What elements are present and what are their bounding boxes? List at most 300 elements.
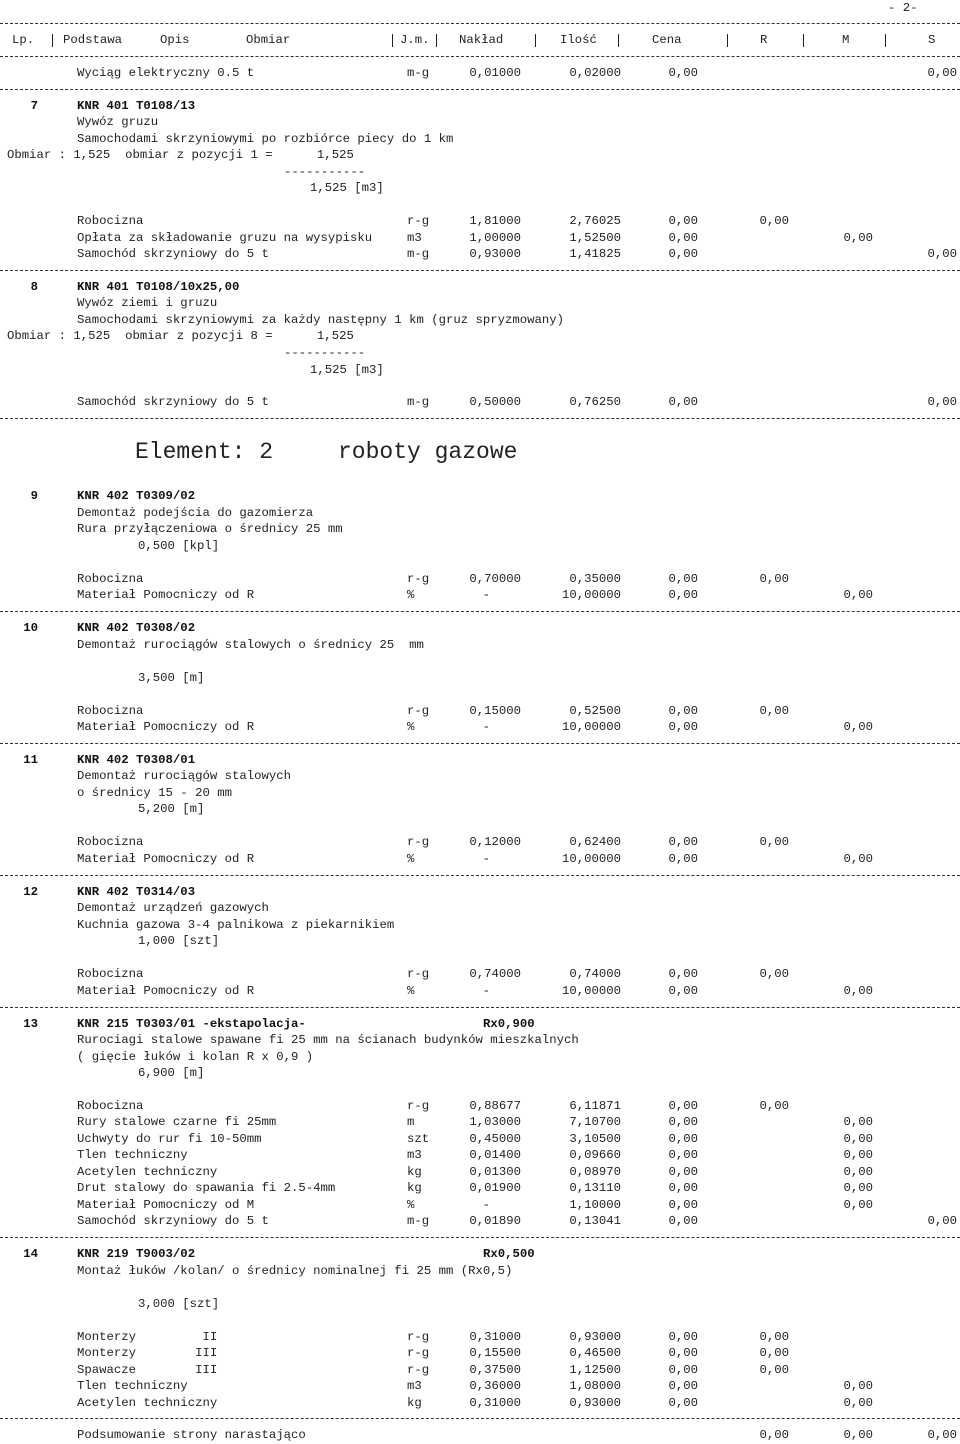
item-description (0, 505, 960, 522)
resource-unit: r-g (407, 1346, 430, 1360)
resource-norm: 1,81000 (469, 214, 521, 228)
resource-quantity: 0,52500 (569, 704, 621, 718)
resource-name: Samochód skrzyniowy do 5 t (77, 247, 269, 261)
resource-r-value: 0,00 (759, 1330, 789, 1344)
quantity-calculation (0, 147, 960, 164)
resource-row (0, 966, 960, 983)
description-text: Demontaż rurociągów stalowych (77, 769, 292, 783)
resource-quantity: 0,62400 (569, 835, 621, 849)
resource-name: Spawacze III (77, 1363, 218, 1377)
resource-unit: m-g (407, 395, 430, 409)
resource-m-value: 0,00 (843, 1165, 873, 1179)
item-code: KNR 219 T9003/02 (77, 1247, 196, 1261)
resource-norm: - (482, 984, 490, 998)
resource-r-value: 0,00 (759, 572, 789, 586)
description-text: Demontaż podejścia do gazomierza (77, 506, 314, 520)
resource-name: Materiał Pomocniczy od M (77, 1198, 255, 1212)
resource-quantity: 1,08000 (569, 1379, 621, 1393)
resource-name: Monterzy II (77, 1330, 218, 1344)
resource-m-value: 0,00 (843, 1115, 873, 1129)
item-total-value: 1,525 [m3] (310, 181, 384, 195)
resource-price: 0,00 (668, 720, 698, 734)
resource-r-value: 0,00 (759, 1363, 789, 1377)
resource-price: 0,00 (668, 1346, 698, 1360)
resource-quantity: 2,76025 (569, 214, 621, 228)
description-text: 1,000 [szt] (138, 934, 220, 948)
resource-name: Robocizna (77, 704, 144, 718)
resource-price: 0,00 (668, 1396, 698, 1410)
resource-unit: r-g (407, 1330, 430, 1344)
resource-unit: r-g (407, 572, 430, 586)
resource-row (0, 1114, 960, 1131)
resource-row (0, 1147, 960, 1164)
description-text: Demontaż rurociągów stalowych o średnicy 25 mm (77, 638, 424, 652)
resource-name: Materiał Pomocniczy od R (77, 588, 255, 602)
description-text: 3,000 [szt] (138, 1297, 220, 1311)
resource-name: Samochód skrzyniowy do 5 t (77, 395, 269, 409)
resource-row (0, 834, 960, 851)
table-header (0, 32, 960, 49)
resource-price: 0,00 (668, 395, 698, 409)
item-code: KNR 401 T0108/10x25,00 (77, 280, 240, 294)
description-text: Demontaż urządzeń gazowych (77, 901, 269, 915)
item-header (0, 98, 960, 115)
header-top-rule (0, 23, 960, 24)
item-description (0, 670, 960, 687)
item-description (0, 768, 960, 785)
item-description (0, 933, 960, 950)
resource-price: 0,00 (668, 1379, 698, 1393)
item-header (0, 1016, 960, 1033)
resource-row (0, 1362, 960, 1379)
resource-norm: 0,88677 (469, 1099, 521, 1113)
resource-price: 0,00 (668, 967, 698, 981)
resource-unit: r-g (407, 704, 430, 718)
item-code: KNR 402 T0308/01 (77, 753, 196, 767)
resource-name: Acetylen techniczny (77, 1165, 218, 1179)
resource-row (0, 1329, 960, 1346)
description-text: 3,500 [m] (138, 671, 205, 685)
resource-price: 0,00 (668, 231, 698, 245)
resource-m-value: 0,00 (843, 720, 873, 734)
resource-row (0, 1197, 960, 1214)
resource-row (0, 703, 960, 720)
resource-quantity: 1,10000 (569, 1198, 621, 1212)
description-text: o średnicy 15 - 20 mm (77, 786, 232, 800)
header-column-divider (727, 34, 728, 47)
quantity-calculation (0, 328, 960, 345)
resource-name: Robocizna (77, 835, 144, 849)
resource-unit: szt (407, 1132, 430, 1146)
resource-r-value: 0,00 (759, 704, 789, 718)
resource-unit: % (407, 588, 415, 602)
resource-m-value: 0,00 (843, 1132, 873, 1146)
resource-price: 0,00 (668, 588, 698, 602)
resource-row (0, 851, 960, 868)
resource-name: Materiał Pomocniczy od R (77, 984, 255, 998)
calculation-text: Obmiar : 1,525 obmiar z pozycji 8 = 1,525 (7, 329, 354, 343)
page-summary-row (0, 1427, 960, 1444)
resource-s-value: 0,00 (927, 1214, 957, 1228)
element-label: Element: 2 (135, 439, 274, 465)
description-text: 0,500 [kpl] (138, 539, 220, 553)
resource-norm: - (482, 852, 490, 866)
item-number: 8 (30, 280, 38, 294)
item-header (0, 620, 960, 637)
separator-rule (0, 418, 960, 419)
resource-row (0, 213, 960, 230)
resource-unit: kg (407, 1181, 422, 1195)
resource-price: 0,00 (668, 572, 698, 586)
resource-m-value: 0,00 (843, 1181, 873, 1195)
header-col-nakad: Nakład (459, 33, 504, 47)
resource-name: Materiał Pomocniczy od R (77, 720, 255, 734)
resource-norm: 0,31000 (469, 1396, 521, 1410)
resource-row (0, 1164, 960, 1181)
resource-quantity: 0,93000 (569, 1396, 621, 1410)
resource-m-value: 0,00 (843, 1148, 873, 1162)
resource-quantity: 10,00000 (561, 984, 621, 998)
calculation-underline (0, 345, 960, 362)
resource-unit: kg (407, 1165, 422, 1179)
resource-unit: m3 (407, 1148, 422, 1162)
resource-r-value: 0,00 (759, 835, 789, 849)
resource-quantity: 10,00000 (561, 720, 621, 734)
header-column-divider (436, 34, 437, 47)
resource-unit: r-g (407, 1363, 430, 1377)
resource-norm: 0,01890 (469, 1214, 521, 1228)
resource-price: 0,00 (668, 1181, 698, 1195)
resource-m-value: 0,00 (843, 852, 873, 866)
resource-unit: % (407, 720, 415, 734)
separator-rule (0, 875, 960, 876)
item-header (0, 488, 960, 505)
separator-rule (0, 89, 960, 90)
item-description (0, 1065, 960, 1082)
header-col-opis: Opis (160, 33, 190, 47)
resource-price: 0,00 (668, 984, 698, 998)
resource-name: Wyciąg elektryczny 0.5 t (77, 66, 255, 80)
item-code: KNR 402 T0308/02 (77, 621, 196, 635)
item-header (0, 752, 960, 769)
resource-unit: m-g (407, 66, 430, 80)
header-col-obmiar: Obmiar (246, 33, 291, 47)
resource-m-value: 0,00 (843, 231, 873, 245)
summary-r-value: 0,00 (759, 1428, 789, 1442)
resource-quantity: 0,74000 (569, 967, 621, 981)
resource-m-value: 0,00 (843, 1396, 873, 1410)
resource-row (0, 1378, 960, 1395)
separator-rule (0, 743, 960, 744)
resource-row (0, 571, 960, 588)
item-number: 13 (23, 1017, 38, 1031)
description-text: 5,200 [m] (138, 802, 205, 816)
description-text: Kuchnia gazowa 3-4 palnikowa z piekarnikiem (77, 918, 395, 932)
resource-norm: 1,03000 (469, 1115, 521, 1129)
resource-quantity: 0,46500 (569, 1346, 621, 1360)
resource-row (0, 230, 960, 247)
resource-norm: 0,45000 (469, 1132, 521, 1146)
resource-unit: m3 (407, 1379, 422, 1393)
item-description (0, 538, 960, 555)
resource-price: 0,00 (668, 1115, 698, 1129)
resource-s-value: 0,00 (927, 66, 957, 80)
resource-name: Acetylen techniczny (77, 1396, 218, 1410)
resource-norm: 0,01900 (469, 1181, 521, 1195)
item-description (0, 131, 960, 148)
resource-unit: r-g (407, 967, 430, 981)
item-description (0, 521, 960, 538)
resource-unit: m-g (407, 247, 430, 261)
header-column-divider (52, 34, 53, 47)
resource-row (0, 587, 960, 604)
header-col-r: R (760, 33, 768, 47)
resource-quantity: 1,52500 (569, 231, 621, 245)
resource-price: 0,00 (668, 1099, 698, 1113)
description-text: Wywóz ziemi i gruzu (77, 296, 218, 310)
resource-unit: % (407, 1198, 415, 1212)
resource-norm: 0,93000 (469, 247, 521, 261)
item-number: 9 (30, 489, 38, 503)
resource-quantity: 0,76250 (569, 395, 621, 409)
separator-rule (0, 270, 960, 271)
resource-price: 0,00 (668, 1330, 698, 1344)
description-text: Samochodami skrzyniowymi po rozbiórce piecy do 1 km (77, 132, 454, 146)
resource-quantity: 0,08970 (569, 1165, 621, 1179)
resource-price: 0,00 (668, 214, 698, 228)
resource-m-value: 0,00 (843, 984, 873, 998)
item-description (0, 785, 960, 802)
resource-norm: 1,00000 (469, 231, 521, 245)
resource-price: 0,00 (668, 704, 698, 718)
page-number: - 2- (888, 1, 918, 15)
description-text: 6,900 [m] (138, 1066, 205, 1080)
resource-unit: r-g (407, 214, 430, 228)
item-number: 11 (23, 753, 38, 767)
resource-unit: kg (407, 1396, 422, 1410)
description-text: Montaż łuków /kolan/ o średnicy nominalnej fi 25 mm (Rx0,5) (77, 1264, 513, 1278)
resource-r-value: 0,00 (759, 1099, 789, 1113)
resource-norm: - (482, 1198, 490, 1212)
summary-m-value: 0,00 (843, 1428, 873, 1442)
item-number: 12 (23, 885, 38, 899)
resource-price: 0,00 (668, 852, 698, 866)
resource-price: 0,00 (668, 1214, 698, 1228)
resource-price: 0,00 (668, 247, 698, 261)
item-code: KNR 402 T0309/02 (77, 489, 196, 503)
resource-unit: m3 (407, 231, 422, 245)
description-text: Rura przyłączeniowa o średnicy 25 mm (77, 522, 343, 536)
resource-quantity: 0,13041 (569, 1214, 621, 1228)
header-column-divider (885, 34, 886, 47)
header-col-cena: Cena (652, 33, 682, 47)
resource-r-value: 0,00 (759, 214, 789, 228)
calculation-underline (0, 164, 960, 181)
resource-unit: r-g (407, 1099, 430, 1113)
resource-name: Robocizna (77, 1099, 144, 1113)
resource-s-value: 0,00 (927, 395, 957, 409)
item-factor: Rx0,900 (483, 1017, 535, 1031)
resource-quantity: 0,93000 (569, 1330, 621, 1344)
resource-unit: % (407, 984, 415, 998)
resource-unit: m-g (407, 1214, 430, 1228)
item-header (0, 884, 960, 901)
item-description (0, 295, 960, 312)
resource-name: Materiał Pomocniczy od R (77, 852, 255, 866)
resource-norm: 0,36000 (469, 1379, 521, 1393)
header-column-divider (535, 34, 536, 47)
item-description (0, 1049, 960, 1066)
header-column-divider (618, 34, 619, 47)
header-col-podstawa: Podstawa (63, 33, 123, 47)
resource-m-value: 0,00 (843, 1379, 873, 1393)
item-header (0, 1246, 960, 1263)
resource-m-value: 0,00 (843, 588, 873, 602)
resource-quantity: 10,00000 (561, 852, 621, 866)
resource-unit: % (407, 852, 415, 866)
resource-price: 0,00 (668, 835, 698, 849)
resource-price: 0,00 (668, 1148, 698, 1162)
header-column-divider (803, 34, 804, 47)
resource-row (0, 1180, 960, 1197)
resource-name: Monterzy III (77, 1346, 218, 1360)
resource-quantity: 7,10700 (569, 1115, 621, 1129)
resource-norm: 0,12000 (469, 835, 521, 849)
resource-price: 0,00 (668, 1165, 698, 1179)
item-total-value: 1,525 [m3] (310, 363, 384, 377)
resource-quantity: 0,02000 (569, 66, 621, 80)
underline: ----------- (284, 165, 366, 179)
resource-name: Robocizna (77, 572, 144, 586)
item-code: KNR 402 T0314/03 (77, 885, 196, 899)
item-header (0, 279, 960, 296)
item-factor: Rx0,500 (483, 1247, 535, 1261)
resource-norm: 0,70000 (469, 572, 521, 586)
resource-price: 0,00 (668, 1132, 698, 1146)
resource-name: Uchwyty do rur fi 10-50mm (77, 1132, 262, 1146)
description-text: Rurociagi stalowe spawane fi 25 mm na ścianach budynków mieszkalnych (77, 1033, 579, 1047)
resource-name: Drut stalowy do spawania fi 2.5-4mm (77, 1181, 336, 1195)
resource-name: Robocizna (77, 214, 144, 228)
item-total (0, 362, 960, 379)
header-col-ilo: Ilość (560, 33, 597, 47)
resource-norm: 0,01300 (469, 1165, 521, 1179)
resource-m-value: 0,00 (843, 1198, 873, 1212)
resource-quantity: 1,12500 (569, 1363, 621, 1377)
resource-row (0, 1131, 960, 1148)
element-name: roboty gazowe (338, 439, 518, 465)
resource-norm: 0,74000 (469, 967, 521, 981)
resource-unit: r-g (407, 835, 430, 849)
description-text: Samochodami skrzyniowymi za każdy następny 1 km (gruz spryzmowany) (77, 313, 565, 327)
resource-name: Robocizna (77, 967, 144, 981)
item-number: 10 (23, 621, 38, 635)
header-bottom-rule (0, 56, 960, 57)
page-number-line (0, 0, 960, 17)
header-col-lp: Lp. (12, 33, 35, 47)
summary-s-value: 0,00 (927, 1428, 957, 1442)
item-description (0, 114, 960, 131)
carry-over-row (0, 65, 960, 82)
resource-name: Samochód skrzyniowy do 5 t (77, 1214, 269, 1228)
resource-norm: - (482, 588, 490, 602)
underline: ----------- (284, 346, 366, 360)
item-description (0, 1263, 960, 1280)
resource-quantity: 0,09660 (569, 1148, 621, 1162)
item-total (0, 180, 960, 197)
resource-quantity: 0,35000 (569, 572, 621, 586)
resource-row (0, 1213, 960, 1230)
resource-row (0, 394, 960, 411)
item-description (0, 312, 960, 329)
item-description (0, 917, 960, 934)
resource-row (0, 983, 960, 1000)
item-number: 7 (30, 99, 38, 113)
item-description (0, 900, 960, 917)
resource-price: 0,00 (668, 1198, 698, 1212)
header-col-m: M (842, 33, 850, 47)
resource-norm: 0,15500 (469, 1346, 521, 1360)
item-description (0, 1032, 960, 1049)
resource-price: 0,00 (668, 66, 698, 80)
resource-norm: - (482, 720, 490, 734)
calculation-text: Obmiar : 1,525 obmiar z pozycji 1 = 1,525 (7, 148, 354, 162)
header-col-s: S (928, 33, 936, 47)
resource-norm: 0,37500 (469, 1363, 521, 1377)
item-code: KNR 215 T0303/01 -ekstapolacja- (77, 1017, 306, 1031)
resource-norm: 0,50000 (469, 395, 521, 409)
resource-norm: 0,01400 (469, 1148, 521, 1162)
resource-row (0, 1395, 960, 1412)
resource-price: 0,00 (668, 1363, 698, 1377)
resource-norm: 0,01000 (469, 66, 521, 80)
item-description (0, 801, 960, 818)
item-code: KNR 401 T0108/13 (77, 99, 196, 113)
header-column-divider (392, 34, 393, 47)
resource-name: Rury stalowe czarne fi 25mm (77, 1115, 277, 1129)
resource-name: Opłata za składowanie gruzu na wysypisku (77, 231, 373, 245)
resource-row (0, 246, 960, 263)
resource-row (0, 719, 960, 736)
resource-norm: 0,31000 (469, 1330, 521, 1344)
resource-quantity: 1,41825 (569, 247, 621, 261)
item-number: 14 (23, 1247, 38, 1261)
summary-label: Podsumowanie strony narastająco (77, 1428, 306, 1442)
resource-name: Tlen techniczny (77, 1148, 188, 1162)
resource-name: Tlen techniczny (77, 1379, 188, 1393)
separator-rule (0, 1007, 960, 1008)
description-text: Wywóz gruzu (77, 115, 159, 129)
resource-r-value: 0,00 (759, 1346, 789, 1360)
separator-rule (0, 1418, 960, 1419)
resource-s-value: 0,00 (927, 247, 957, 261)
resource-row (0, 1345, 960, 1362)
resource-quantity: 10,00000 (561, 588, 621, 602)
separator-rule (0, 1237, 960, 1238)
resource-quantity: 6,11871 (569, 1099, 621, 1113)
separator-rule (0, 611, 960, 612)
resource-r-value: 0,00 (759, 967, 789, 981)
resource-norm: 0,15000 (469, 704, 521, 718)
resource-row (0, 1098, 960, 1115)
item-description (0, 1296, 960, 1313)
description-text: ( gięcie łuków i kolan R x 0,9 ) (77, 1050, 314, 1064)
header-col-jm: J.m. (400, 33, 430, 47)
item-description (0, 637, 960, 654)
resource-quantity: 3,10500 (569, 1132, 621, 1146)
resource-quantity: 0,13110 (569, 1181, 621, 1195)
resource-unit: m (407, 1115, 415, 1129)
